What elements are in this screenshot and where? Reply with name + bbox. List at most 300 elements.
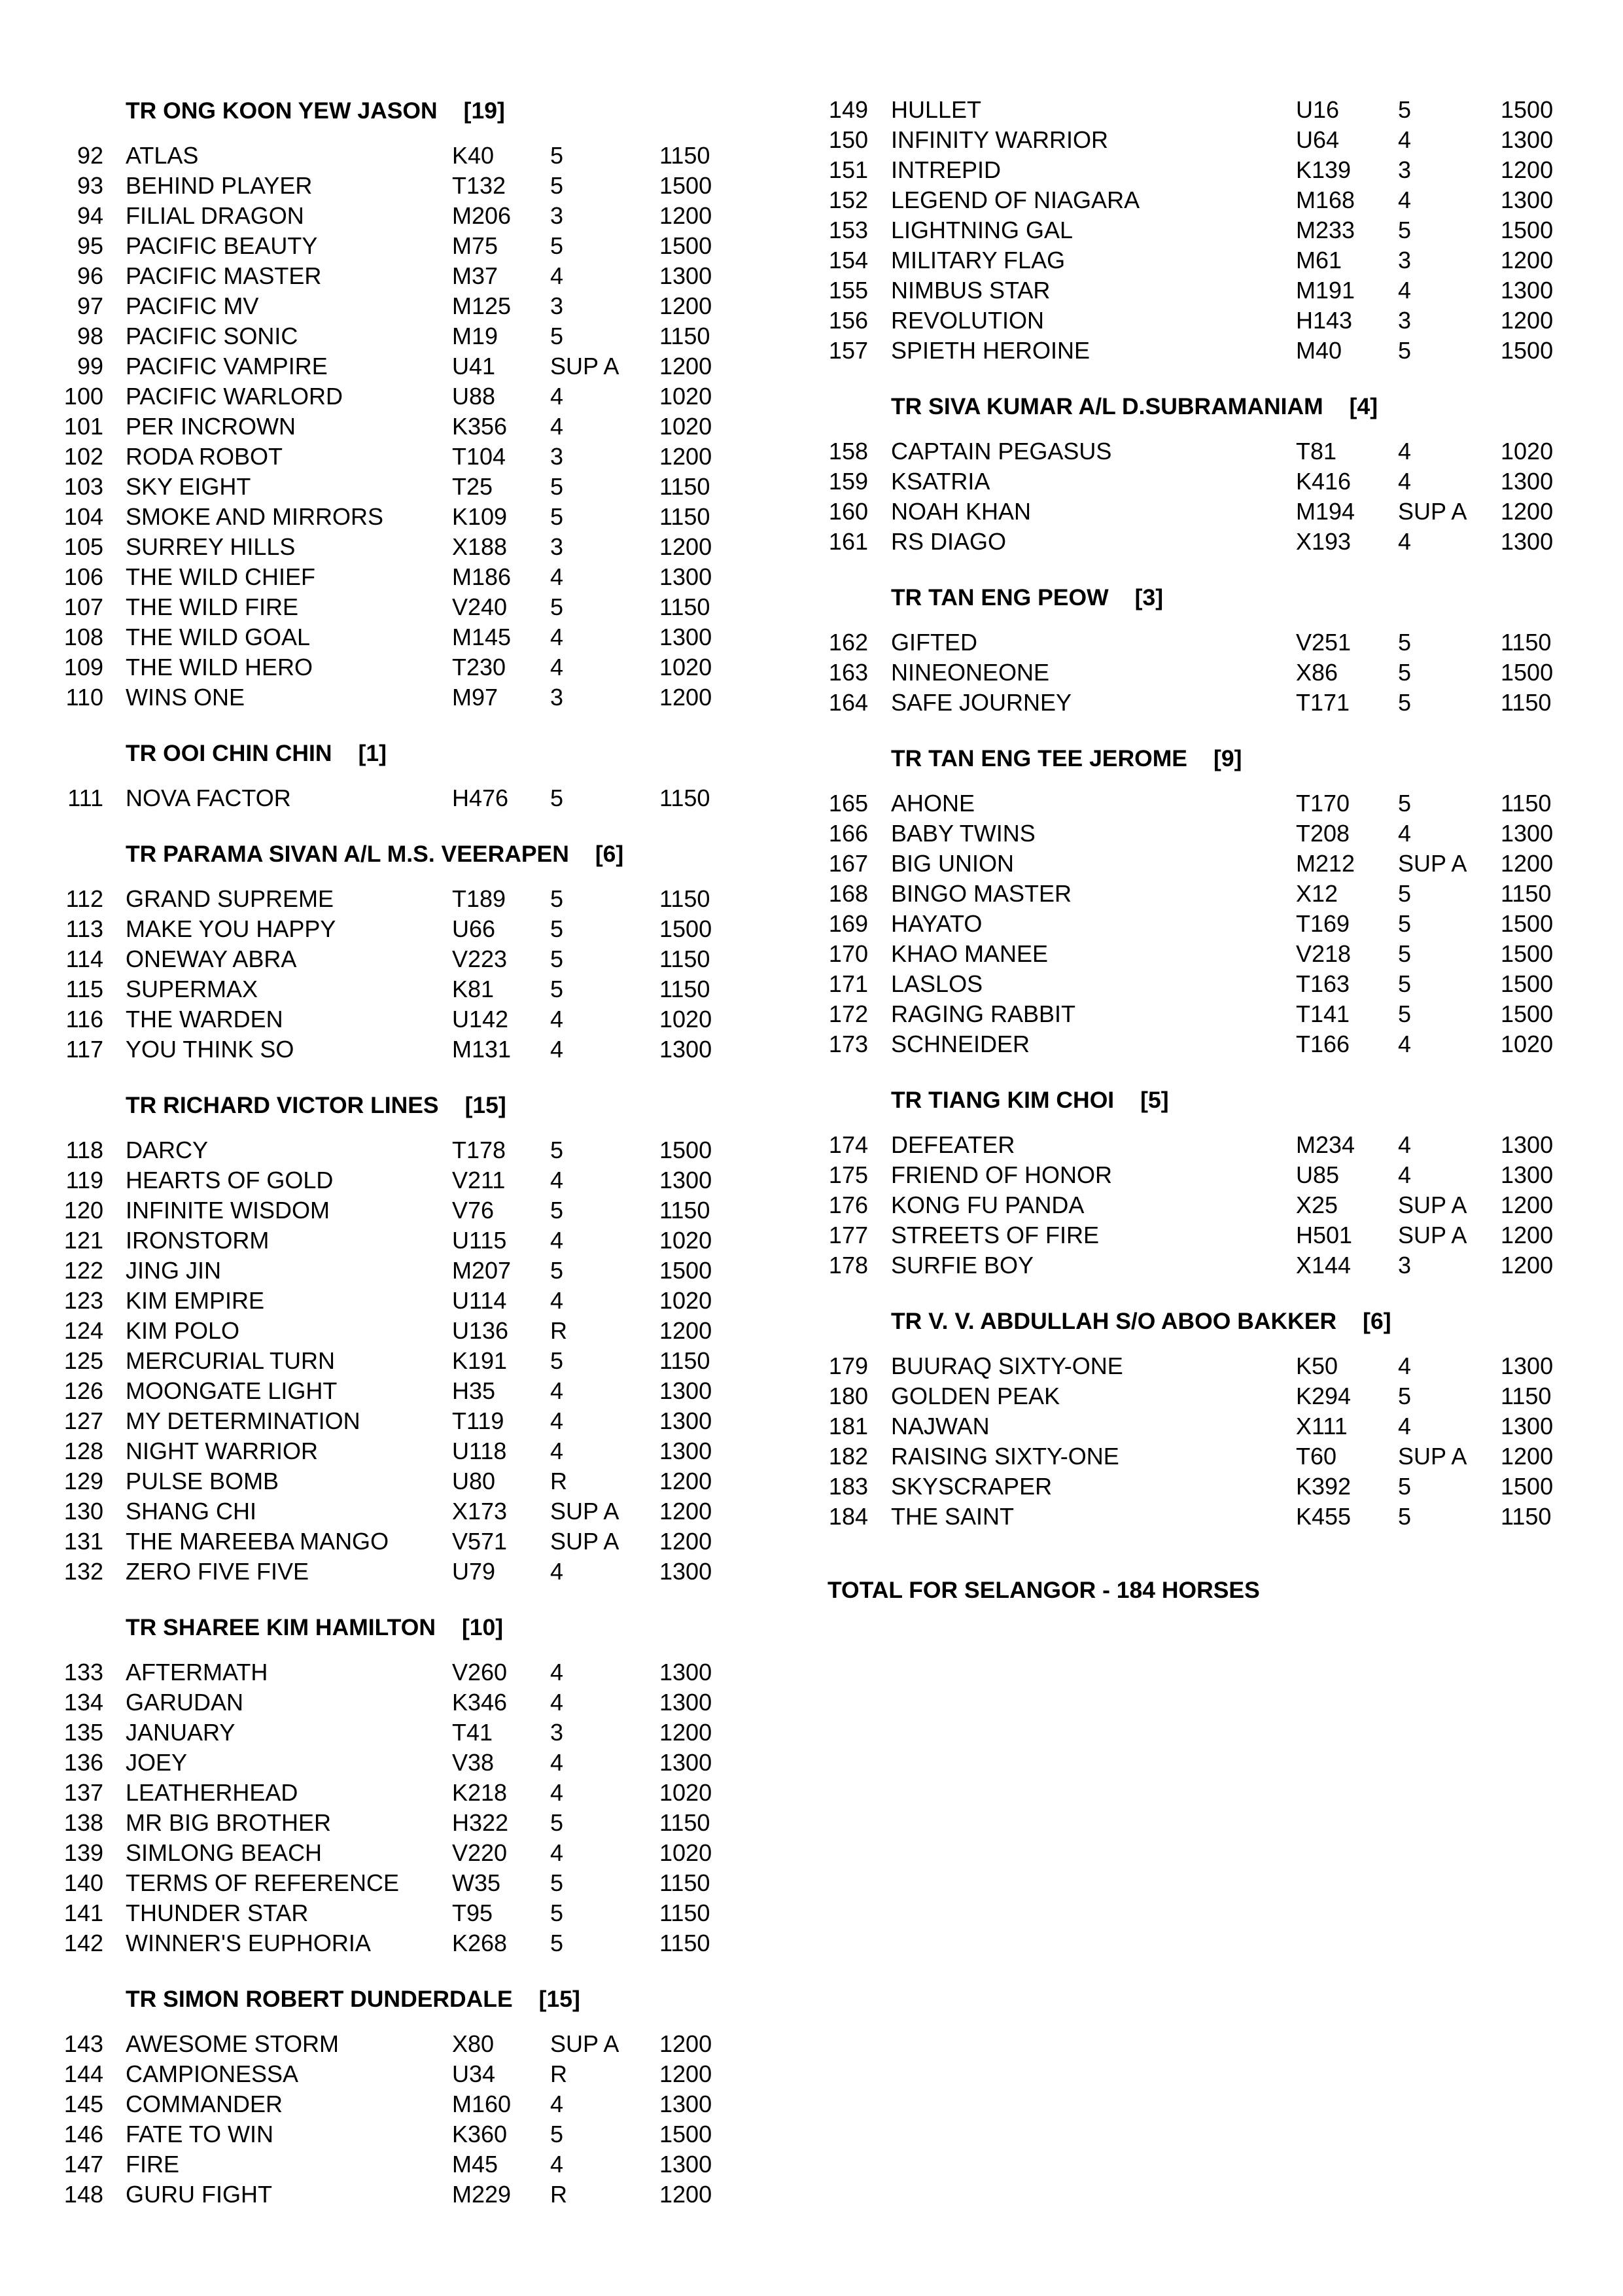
trainer-horse-count: [19] [463,97,505,124]
horse-number: 117 [65,1036,103,1063]
horse-row [767,245,1617,275]
horse-distance: 1200 [659,2181,712,2208]
horse-code: M125 [452,292,512,319]
horse-number: 138 [63,1809,103,1836]
horse-distance: 1300 [1501,1352,1554,1379]
horse-name: STREETS OF FIRE [891,1222,1100,1248]
horse-number: 100 [63,383,103,410]
horse-number: 128 [63,1438,103,1464]
horse-number: 126 [63,1377,103,1404]
horse-number: 130 [63,1498,103,1525]
horse-grade: 5 [550,1347,564,1374]
horse-grade: 5 [1398,217,1412,243]
horse-number: 142 [63,1930,103,1956]
horse-number: 175 [828,1161,868,1188]
horse-number: 161 [828,528,868,555]
horse-name: MILITARY FLAG [891,247,1066,274]
horse-code: K40 [452,142,495,169]
horse-code: H501 [1296,1222,1353,1248]
horse-grade: 4 [1398,468,1412,495]
horse-code: M168 [1296,186,1355,213]
horse-code: T208 [1296,820,1350,847]
horse-code: K139 [1296,156,1352,183]
horse-code: U16 [1296,96,1340,123]
horse-distance: 1150 [659,323,710,349]
horse-code: M19 [452,323,498,349]
horse-distance: 1300 [1501,468,1554,495]
horse-row [0,1316,811,1346]
horse-number: 109 [63,654,103,680]
horse-code: U64 [1296,126,1340,153]
horse-name: HAYATO [891,910,983,937]
horse-number: 115 [65,976,103,1002]
horse-name: MY DETERMINATION [126,1407,360,1434]
horse-row [767,1029,1617,1059]
horse-distance: 1500 [1501,217,1554,243]
horse-grade: 3 [1398,1252,1412,1279]
horse-number: 174 [828,1131,868,1158]
horse-grade: 4 [1398,1031,1412,1057]
horse-number: 171 [828,970,868,997]
horse-distance: 1200 [659,1317,712,1344]
horse-row [0,1135,811,1165]
horse-distance: 1300 [659,1749,712,1776]
horse-number: 143 [63,2030,103,2057]
horse-distance: 1200 [1501,307,1554,334]
horse-grade: 5 [550,1197,564,1224]
horse-name: MAKE YOU HAPPY [126,915,336,942]
horse-row [0,261,811,291]
horse-name: PACIFIC MASTER [126,262,322,289]
horse-number: 152 [828,186,868,213]
horse-distance: 1500 [659,232,712,259]
horse-grade: 3 [550,1719,564,1746]
horse-number: 167 [828,850,868,877]
horse-row [0,1376,811,1406]
horse-code: U85 [1296,1161,1340,1188]
horse-distance: 1500 [1501,910,1554,937]
horse-grade: 4 [550,1167,564,1193]
horse-grade: 3 [1398,307,1412,334]
horse-row [767,1441,1617,1472]
horse-grade: 5 [1398,689,1412,716]
trainer-horse-count: [10] [461,1614,504,1640]
horse-grade: 5 [550,142,564,169]
trainer-name: TR TAN ENG TEE JEROME [891,745,1187,771]
trainer-horse-count: [15] [538,1986,580,2012]
horse-code: K294 [1296,1383,1352,1409]
horse-number: 137 [63,1779,103,1806]
horse-name: BINGO MASTER [891,880,1072,907]
horse-number: 96 [77,262,103,289]
horse-row [767,1190,1617,1220]
horse-distance: 1300 [659,1036,712,1063]
horse-code: V211 [452,1167,506,1193]
horse-number: 123 [63,1287,103,1314]
horse-grade: 4 [1398,277,1412,304]
horse-grade: 5 [550,172,564,199]
horse-row [0,532,811,562]
horse-name: SKYSCRAPER [891,1473,1053,1500]
horse-row [0,622,811,652]
horse-row [0,291,811,321]
horse-name: IRONSTORM [126,1227,270,1254]
horse-number: 120 [63,1197,103,1224]
trainer-name: TR PARAMA SIVAN A/L M.S. VEERAPEN [126,841,569,867]
horse-number: 124 [63,1317,103,1344]
horse-grade: 5 [550,1930,564,1956]
trainer-horse-count: [1] [358,740,387,766]
horse-number: 151 [828,156,868,183]
horse-grade: 5 [550,323,564,349]
trainer-heading [0,1089,811,1121]
horse-distance: 1150 [659,785,710,811]
horse-row [0,1466,811,1496]
horse-row [767,788,1617,819]
horse-code: M45 [452,2151,498,2178]
horse-number: 166 [828,820,868,847]
horse-code: X86 [1296,659,1338,686]
horse-distance: 1200 [659,1468,712,1494]
horse-grade: SUP A [550,2030,620,2057]
horse-row [0,1286,811,1316]
horse-name: SMOKE AND MIRRORS [126,503,384,530]
horse-name: NINEONEONE [891,659,1050,686]
horse-number: 145 [63,2091,103,2117]
horse-name: KHAO MANEE [891,940,1049,967]
horse-name: THE SAINT [891,1503,1015,1530]
horse-code: M37 [452,262,498,289]
horse-code: V218 [1296,940,1352,967]
horse-name: KSATRIA [891,468,990,495]
horse-code: T178 [452,1137,506,1163]
horse-distance: 1500 [659,1137,712,1163]
horse-row [767,909,1617,939]
horse-distance: 1020 [659,1839,712,1866]
horse-row [0,944,811,974]
trainer-heading [0,737,811,769]
horse-grade: 4 [550,1689,564,1716]
horse-name: TERMS OF REFERENCE [126,1869,400,1896]
horse-name: YOU THINK SO [126,1036,294,1063]
horse-distance: 1300 [659,1689,712,1716]
horse-code: U34 [452,2060,496,2087]
horse-code: K356 [452,413,508,440]
horse-name: DARCY [126,1137,209,1163]
horse-row [767,1130,1617,1160]
trainer-name: TR SHAREE KIM HAMILTON [126,1614,436,1640]
horse-number: 162 [828,629,868,656]
horse-name: THUNDER STAR [126,1899,309,1926]
horse-code: T166 [1296,1031,1350,1057]
horse-code: T119 [452,1407,504,1434]
horse-number: 93 [77,172,103,199]
horse-grade: 5 [550,593,564,620]
horse-distance: 1200 [1501,1443,1554,1470]
horse-grade: 4 [550,1438,564,1464]
horse-code: K50 [1296,1352,1338,1379]
horse-name: SUPERMAX [126,976,258,1002]
horse-code: V260 [452,1659,508,1686]
horse-distance: 1020 [659,413,712,440]
horse-name: ONEWAY ABRA [126,945,297,972]
horse-code: X193 [1296,528,1352,555]
horse-row [0,1838,811,1868]
horse-row [0,592,811,622]
horse-name: INFINITE WISDOM [126,1197,330,1224]
horse-row [767,155,1617,185]
horse-grade: 5 [550,2121,564,2147]
horse-code: K268 [452,1930,508,1956]
horse-distance: 1500 [659,172,712,199]
horse-grade: 4 [550,1377,564,1404]
horse-code: M194 [1296,498,1355,525]
horse-row [767,306,1617,336]
horse-distance: 1020 [659,1287,712,1314]
horse-code: U142 [452,1006,509,1033]
horse-row [0,2029,811,2059]
total-summary: TOTAL FOR SELANGOR - 184 HORSES [828,1577,1260,1603]
horse-name: KIM POLO [126,1317,240,1344]
trainer-section [767,391,1617,557]
horse-grade: 4 [550,383,564,410]
horse-number: 131 [63,1528,103,1555]
horse-code: W35 [452,1869,501,1896]
horse-code: T41 [452,1719,493,1746]
horse-distance: 1500 [1501,659,1554,686]
horse-distance: 1150 [659,1899,710,1926]
horse-row [0,1165,811,1195]
horse-name: MERCURIAL TURN [126,1347,336,1374]
horse-number: 176 [828,1192,868,1218]
horse-code: H143 [1296,307,1353,334]
horse-grade: 3 [550,443,564,470]
horse-row [0,2149,811,2180]
horse-grade: 5 [1398,629,1412,656]
trainer-horse-count: [6] [595,841,624,867]
horse-row [0,2089,811,2119]
horse-number: 113 [65,915,103,942]
horse-number: 134 [63,1689,103,1716]
horse-code: M234 [1296,1131,1355,1158]
horse-row [0,201,811,231]
horse-name: BEHIND PLAYER [126,172,313,199]
horse-grade: 4 [550,1036,564,1063]
horse-number: 98 [77,323,103,349]
horse-grade: 5 [550,1257,564,1284]
horse-name: HULLET [891,96,982,123]
horse-code: K416 [1296,468,1352,495]
horse-grade: 5 [1398,790,1412,817]
horse-name: BIG UNION [891,850,1015,877]
horse-grade: 5 [1398,1383,1412,1409]
horse-number: 180 [828,1383,868,1409]
horse-distance: 1020 [659,1779,712,1806]
horse-number: 156 [828,307,868,334]
horse-grade: 3 [550,292,564,319]
horse-row [767,1250,1617,1280]
horse-code: T189 [452,885,506,912]
horse-grade: R [550,1317,567,1344]
horse-row [767,939,1617,969]
horse-code: T169 [1296,910,1350,937]
trainer-section [0,1089,811,1587]
horse-grade: 4 [550,654,564,680]
horse-code: T141 [1296,1000,1350,1027]
horse-grade: SUP A [1398,1443,1467,1470]
trainer-name: TR TAN ENG PEOW [891,584,1109,610]
trainer-section [767,743,1617,1059]
horse-grade: 5 [1398,880,1412,907]
left-column [0,95,811,2210]
horse-row [767,1502,1617,1532]
horse-name: MOONGATE LIGHT [126,1377,338,1404]
horse-grade: 4 [1398,1131,1412,1158]
horse-row [0,1657,811,1687]
horse-number: 165 [828,790,868,817]
horse-code: K191 [452,1347,508,1374]
horse-distance: 1150 [1501,689,1552,716]
horse-name: FILIAL DRAGON [126,202,304,229]
trainer-section [0,838,811,1065]
trainer-horse-count: [3] [1134,584,1164,610]
horse-row [767,1160,1617,1190]
horse-distance: 1500 [1501,337,1554,364]
right-column [767,95,1617,1532]
horse-number: 148 [63,2181,103,2208]
horse-code: V220 [452,1839,508,1866]
horse-row [0,1195,811,1226]
horse-number: 139 [63,1839,103,1866]
horse-number: 150 [828,126,868,153]
horse-distance: 1200 [659,2060,712,2087]
horse-grade: 3 [550,533,564,560]
horse-distance: 1150 [1501,790,1552,817]
horse-number: 121 [63,1227,103,1254]
horse-code: M233 [1296,217,1355,243]
horse-name: INFINITY WARRIOR [891,126,1108,153]
horse-grade: 4 [550,262,564,289]
horse-code: T25 [452,473,493,500]
horse-name: LIGHTNING GAL [891,217,1073,243]
horse-row [767,497,1617,527]
horse-distance: 1200 [659,1719,712,1746]
horse-grade: 3 [1398,156,1412,183]
horse-row [767,849,1617,879]
horse-grade: 5 [550,885,564,912]
horse-number: 164 [828,689,868,716]
horse-distance: 1300 [1501,1161,1554,1188]
horse-grade: 4 [1398,528,1412,555]
horse-distance: 1150 [659,1197,710,1224]
horse-code: U66 [452,915,496,942]
horse-name: KONG FU PANDA [891,1192,1085,1218]
trainer-heading [767,1084,1617,1116]
horse-code: V76 [452,1197,495,1224]
horse-name: MR BIG BROTHER [126,1809,332,1836]
horse-grade: 5 [550,503,564,530]
horse-number: 160 [828,498,868,525]
horse-name: RS DIAGO [891,528,1007,555]
horse-name: SURREY HILLS [126,533,296,560]
horse-row [0,351,811,381]
horse-name: JANUARY [126,1719,236,1746]
horse-number: 95 [77,232,103,259]
horse-number: 97 [77,292,103,319]
horse-name: LEATHERHEAD [126,1779,298,1806]
horse-distance: 1500 [1501,1473,1554,1500]
horse-name: NIGHT WARRIOR [126,1438,318,1464]
horse-name: NOVA FACTOR [126,785,291,811]
horse-code: M207 [452,1257,512,1284]
horse-code: M97 [452,684,498,711]
horse-code: M131 [452,1036,512,1063]
horse-grade: 5 [550,1869,564,1896]
horse-code: U136 [452,1317,509,1344]
horse-distance: 1200 [659,2030,712,2057]
horse-distance: 1500 [1501,96,1554,123]
horse-code: M40 [1296,337,1342,364]
horse-name: JING JIN [126,1257,222,1284]
horse-number: 140 [63,1869,103,1896]
horse-distance: 1200 [1501,247,1554,274]
horse-name: GRAND SUPREME [126,885,334,912]
horse-grade: 4 [550,1006,564,1033]
horse-distance: 1200 [1501,1222,1554,1248]
horse-name: THE MAREEBA MANGO [126,1528,389,1555]
horse-name: AWESOME STORM [126,2030,340,2057]
horse-row [0,1406,811,1436]
trainer-section [0,1983,811,2210]
horse-code: T230 [452,654,506,680]
trainer-heading [0,838,811,870]
horse-name: FRIEND OF HONOR [891,1161,1112,1188]
horse-number: 183 [828,1473,868,1500]
horse-code: U41 [452,353,496,380]
horse-number: 155 [828,277,868,304]
horse-row [0,321,811,351]
horse-distance: 1150 [659,503,710,530]
horse-number: 158 [828,438,868,465]
horse-number: 106 [63,563,103,590]
horse-name: THE WILD GOAL [126,624,311,650]
horse-distance: 1150 [659,473,710,500]
horse-number: 107 [63,593,103,620]
horse-number: 104 [63,503,103,530]
horse-grade: 5 [550,232,564,259]
horse-grade: 4 [550,1407,564,1434]
horse-row [767,336,1617,366]
horse-number: 105 [63,533,103,560]
trainer-horse-count: [15] [464,1092,506,1118]
horse-row [0,652,811,682]
horse-grade: SUP A [550,353,620,380]
horse-code: X80 [452,2030,495,2057]
trainer-section [767,95,1617,366]
horse-name: ATLAS [126,142,199,169]
horse-row [0,682,811,713]
horse-grade: 4 [550,1659,564,1686]
horse-number: 122 [63,1257,103,1284]
horse-number: 149 [828,96,868,123]
trainer-heading [0,1983,811,2015]
horse-code: M212 [1296,850,1355,877]
horse-name: THE WILD CHIEF [126,563,316,590]
horse-name: PER INCROWN [126,413,296,440]
horse-distance: 1300 [659,1167,712,1193]
horse-row [0,412,811,442]
horse-grade: SUP A [1398,1222,1467,1248]
